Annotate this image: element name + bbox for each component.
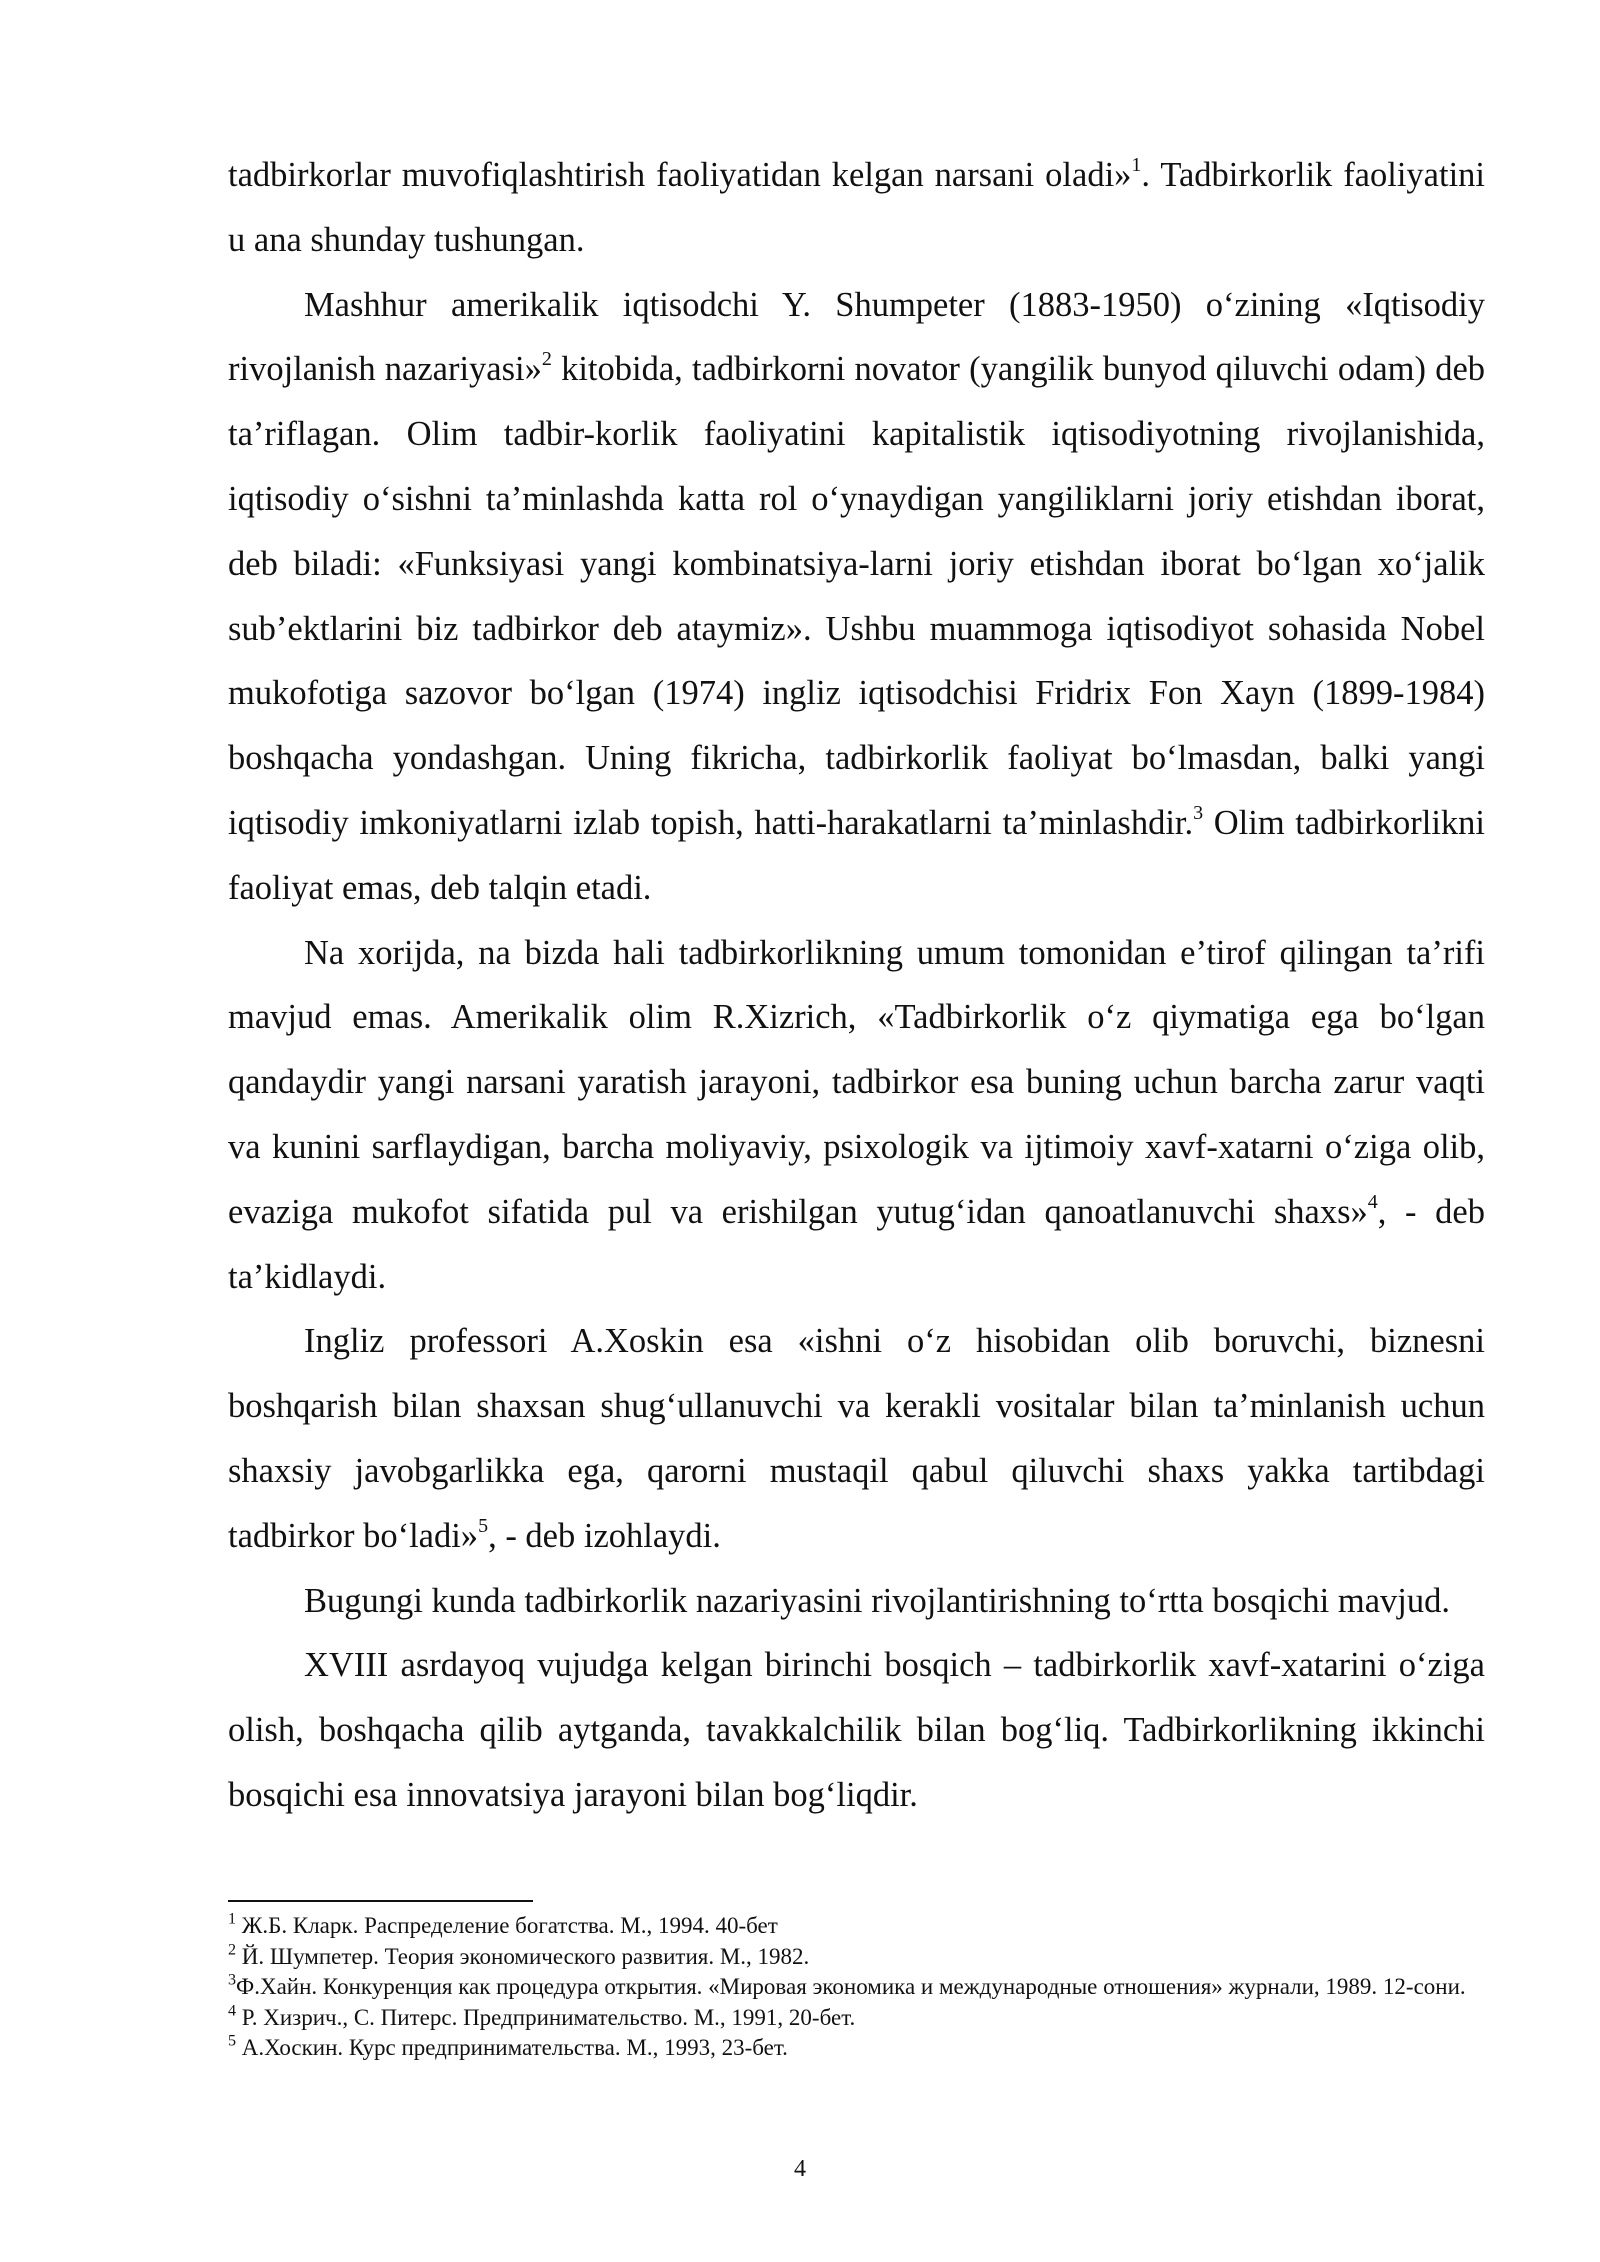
paragraph-6: XVIII asrdayoq vujudga kelgan birinchi bosqich – tadbirkorlik xavf-xatarini o‘ziga olish, boshqacha qilib aytganda, tavakkalchilik bilan bog‘liq. Tadbirkorlikning ikkinchi bosqichi esa innovatsiya jarayoni bilan bog‘liqdir. (228, 1646, 1485, 1814)
footnote-mark: 3 (228, 1971, 237, 1989)
footnote-text: Ж.Б. Кларк. Распределение богатства. М., 1994. 40-бет (236, 1913, 778, 1938)
paragraph-2-text-end: Olim tadbirkorlikni faoliyat emas, deb talqin etadi. (228, 803, 1485, 907)
footnote-3 (228, 1972, 1485, 2003)
footnote-text: Й. Шумпетер. Теория экономического развития. М., 1982. (236, 1943, 810, 1969)
footnote-text: Р. Хизрич., С. Питерс. Предпринимательство. М., 1991, 20-бет. (236, 2004, 856, 2030)
paragraph-2 (228, 273, 1485, 921)
footnote-ref-4: 4 (1367, 1190, 1378, 1213)
paragraph-4 (228, 1309, 1485, 1568)
footnote-mark: 1 (228, 1910, 237, 1928)
footnote-ref-2: 2 (541, 348, 552, 371)
paragraph-4-text-end: , - deb izohlaydi. (488, 1516, 721, 1555)
body-text (228, 143, 1485, 1828)
footnote-text: Ф.Хайн. Конкуренция как процедура открытия. «Мировая экономика и международные отношения» журнали, 1989. 12-сони. (236, 1974, 1466, 1999)
paragraph-2-text-middle: kitobida, tadbirkorni novator (yangilik bunyod qiluvchi odam) deb ta’riflagan. Olim tadbir-korlik faoliyatini kapitalistik iqtisodiyotning rivojlanishida, iqtisodiy o‘sishni ta’minlashda katta rol o‘ynaydigan yangiliklarni joriy etishdan iborat, deb biladi: «Funksiyasi yangi kombinatsiya-larni joriy etishdan iborat bo‘lgan xo‘jalik sub’ektlarini biz tadbirkor deb ataymiz». Ushbu muammoga iqtisodiyot sohasida Nobel mukofotiga sazovor bo‘lgan (1974) ingliz iqtisodchisi Fridrix Fon Xayn (1899-1984) boshqacha yondashgan. Uning fikricha, tadbirkorlik faoliyat bo‘lmasdan, balki yangi iqtisodiy imkoniyatlarni izlab topish, hatti-harakatlarni ta’minlashdir. (228, 350, 1486, 842)
footnote-mark: 4 (228, 2001, 237, 2019)
paragraph-5: Bugungi kunda tadbirkorlik nazariyasini rivojlantirishning to‘rtta bosqichi mavjud. (304, 1581, 1450, 1620)
paragraph-4-text: Ingliz professori A.Xoskin esa «ishni o‘z hisobidan olib boruvchi, biznesni boshqarish bilan shaxsan shug‘ullanuvchi va kerakli vositalar bilan ta’minlanish uchun shaxsiy javobgarlikka ega, qarorni mustaqil qabul qiluvchi shaxs yakka tartibdagi tadbirkor bo‘ladi» (228, 1322, 1485, 1555)
footnote-ref-3: 3 (1193, 801, 1204, 824)
footnote-1 (228, 1911, 1485, 1942)
paragraph-1-text-end: . Tadbirkorlik faoliyatini u ana shunday tushungan. (228, 156, 1485, 259)
footnote-ref-5: 5 (478, 1514, 489, 1537)
footnote-mark: 5 (228, 2032, 237, 2050)
footnote-ref-1: 1 (1131, 154, 1142, 176)
footnote-separator (228, 1900, 533, 1902)
paragraph-1 (228, 143, 1485, 273)
footnote-4 (228, 2003, 1485, 2034)
footnote-text: А.Хоскин. Курс предпринимательства. М., 1993, 23-бет. (236, 2035, 788, 2060)
paragraph-1-text: tadbirkorlar muvofiqlashtirish faoliyatidan kelgan narsani oladi» (228, 156, 1132, 194)
paragraph-3-text-end: , - deb ta’kidlaydi. (228, 1192, 1485, 1296)
paragraph-3 (228, 921, 1485, 1310)
footnotes (228, 1911, 1485, 2064)
footnote-mark: 2 (228, 1940, 237, 1958)
paragraph-3-text: Na xorijda, na bizda hali tadbirkorlikning umum tomonidan e’tirof qilingan ta’rifi mavjud emas. Amerikalik olim R.Xizrich, «Tadbirkorlik o‘z qiymatiga ega bo‘lgan qandaydir yangi narsani yaratish jarayoni, tadbirkor esa buning uchun barcha zarur vaqti va kunini sarflaydigan, barcha moliyaviy, psixologik va ijtimoiy xavf-xatarni o‘ziga olib, evaziga mukofot sifatida pul va erishilgan yutug‘idan qanoatlanuvchi shaxs» (228, 933, 1485, 1231)
footnote-5 (228, 2033, 1485, 2064)
paragraph-2-text: Mashhur amerikalik iqtisodchi Y. Shumpeter (1883-1950) o‘zining «Iqtisodiy rivojlanish nazariyasi» (228, 285, 1485, 389)
footnote-2 (228, 1942, 1485, 1973)
page-number: 4 (794, 2156, 806, 2182)
